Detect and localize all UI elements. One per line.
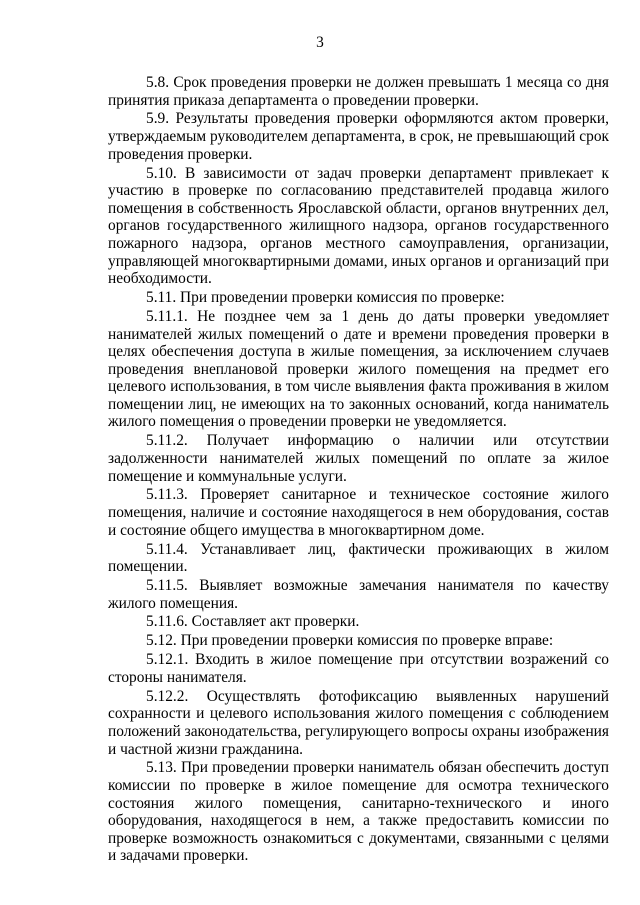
paragraph-5-11: 5.11. При проведении проверки комиссия по проверке: [146,289,505,307]
paragraph-5-11-4: 5.11.4. Устанавливает лиц, фактически проживающих в жилом помещении. [108,540,609,576]
paragraph-5-12-2: 5.12.2. Осуществлять фотофиксацию выявленных нарушений сохранности и целевого использования жилого помещения с соблюдением положений законодательства, регулирующего вопросы охраны изображения и частной жизни гражданина. [108,687,609,758]
paragraph-5-8: 5.8. Срок проведения проверки не должен превышать 1 месяца со дня принятия приказа департамента о проведении проверки. [108,74,609,109]
paragraph-5-11-3: 5.11.3. Проверяет санитарное и техническое состояние жилого помещения, наличие и состояние находящегося в нем оборудования, состав и состояние общего имущества в многоквартирном доме. [108,486,609,539]
paragraph-5-11-1: 5.11.1. Не позднее чем за 1 день до даты проверки уведомляет нанимателей жилых помещений о дате и времени проведения проверки в целях обеспечения доступа в жилые помещения, за исключением случаев проведения внеплановой проверки жилого помещения на предмет его целевого использования, в том числе выявления факта проживания в жилом помещении лиц, не имеющих на то законных оснований, когда наниматель жилого помещения о проведении проверки не уведомляется. [108,307,609,431]
paragraph-5-10: 5.10. В зависимости от задач проверки департамент привлекает к участию в проверке по согласованию представителей продавца жилого помещения в собственность Ярославской области, органов внутренних дел, органов государственного жилищного надзора, органов государственного пожарного надзора, органов местного самоуправления, организации, управляющей многоквартирными домами, иных органов и организаций при необходимости. [108,164,609,288]
paragraph-5-9: 5.9. Результаты проведения проверки оформляются актом проверки, утверждаемым руководителем департамента, в срок, не превышающий срок проведения проверки. [108,110,609,163]
paragraph-5-11-5: 5.11.5. Выявляет возможные замечания нанимателя по качеству жилого помещения. [108,577,609,612]
page-number: 3 [316,34,324,51]
document-body [108,74,609,866]
paragraph-5-12-1: 5.12.1. Входить в жилое помещение при отсутствии возражений со стороны нанимателя. [108,651,609,686]
paragraph-5-12: 5.12. При проведении проверки комиссия по проверке вправе: [146,632,554,650]
paragraph-5-11-6: 5.11.6. Составляет акт проверки. [146,613,360,631]
paragraph-5-13: 5.13. При проведении проверки наниматель обязан обеспечить доступ комиссии по проверке в жилое помещение для осмотра технического состояния жилого помещения, санитарно-технического и иного оборудования, находящегося в нем, а также предоставить комиссии по проверке возможность ознакомиться с документами, связанными с целями и задачами проверки. [108,759,609,865]
paragraph-5-11-2: 5.11.2. Получает информацию о наличии или отсутствии задолженности нанимателей жилых помещений по оплате за жилое помещение и коммунальные услуги. [108,432,609,485]
